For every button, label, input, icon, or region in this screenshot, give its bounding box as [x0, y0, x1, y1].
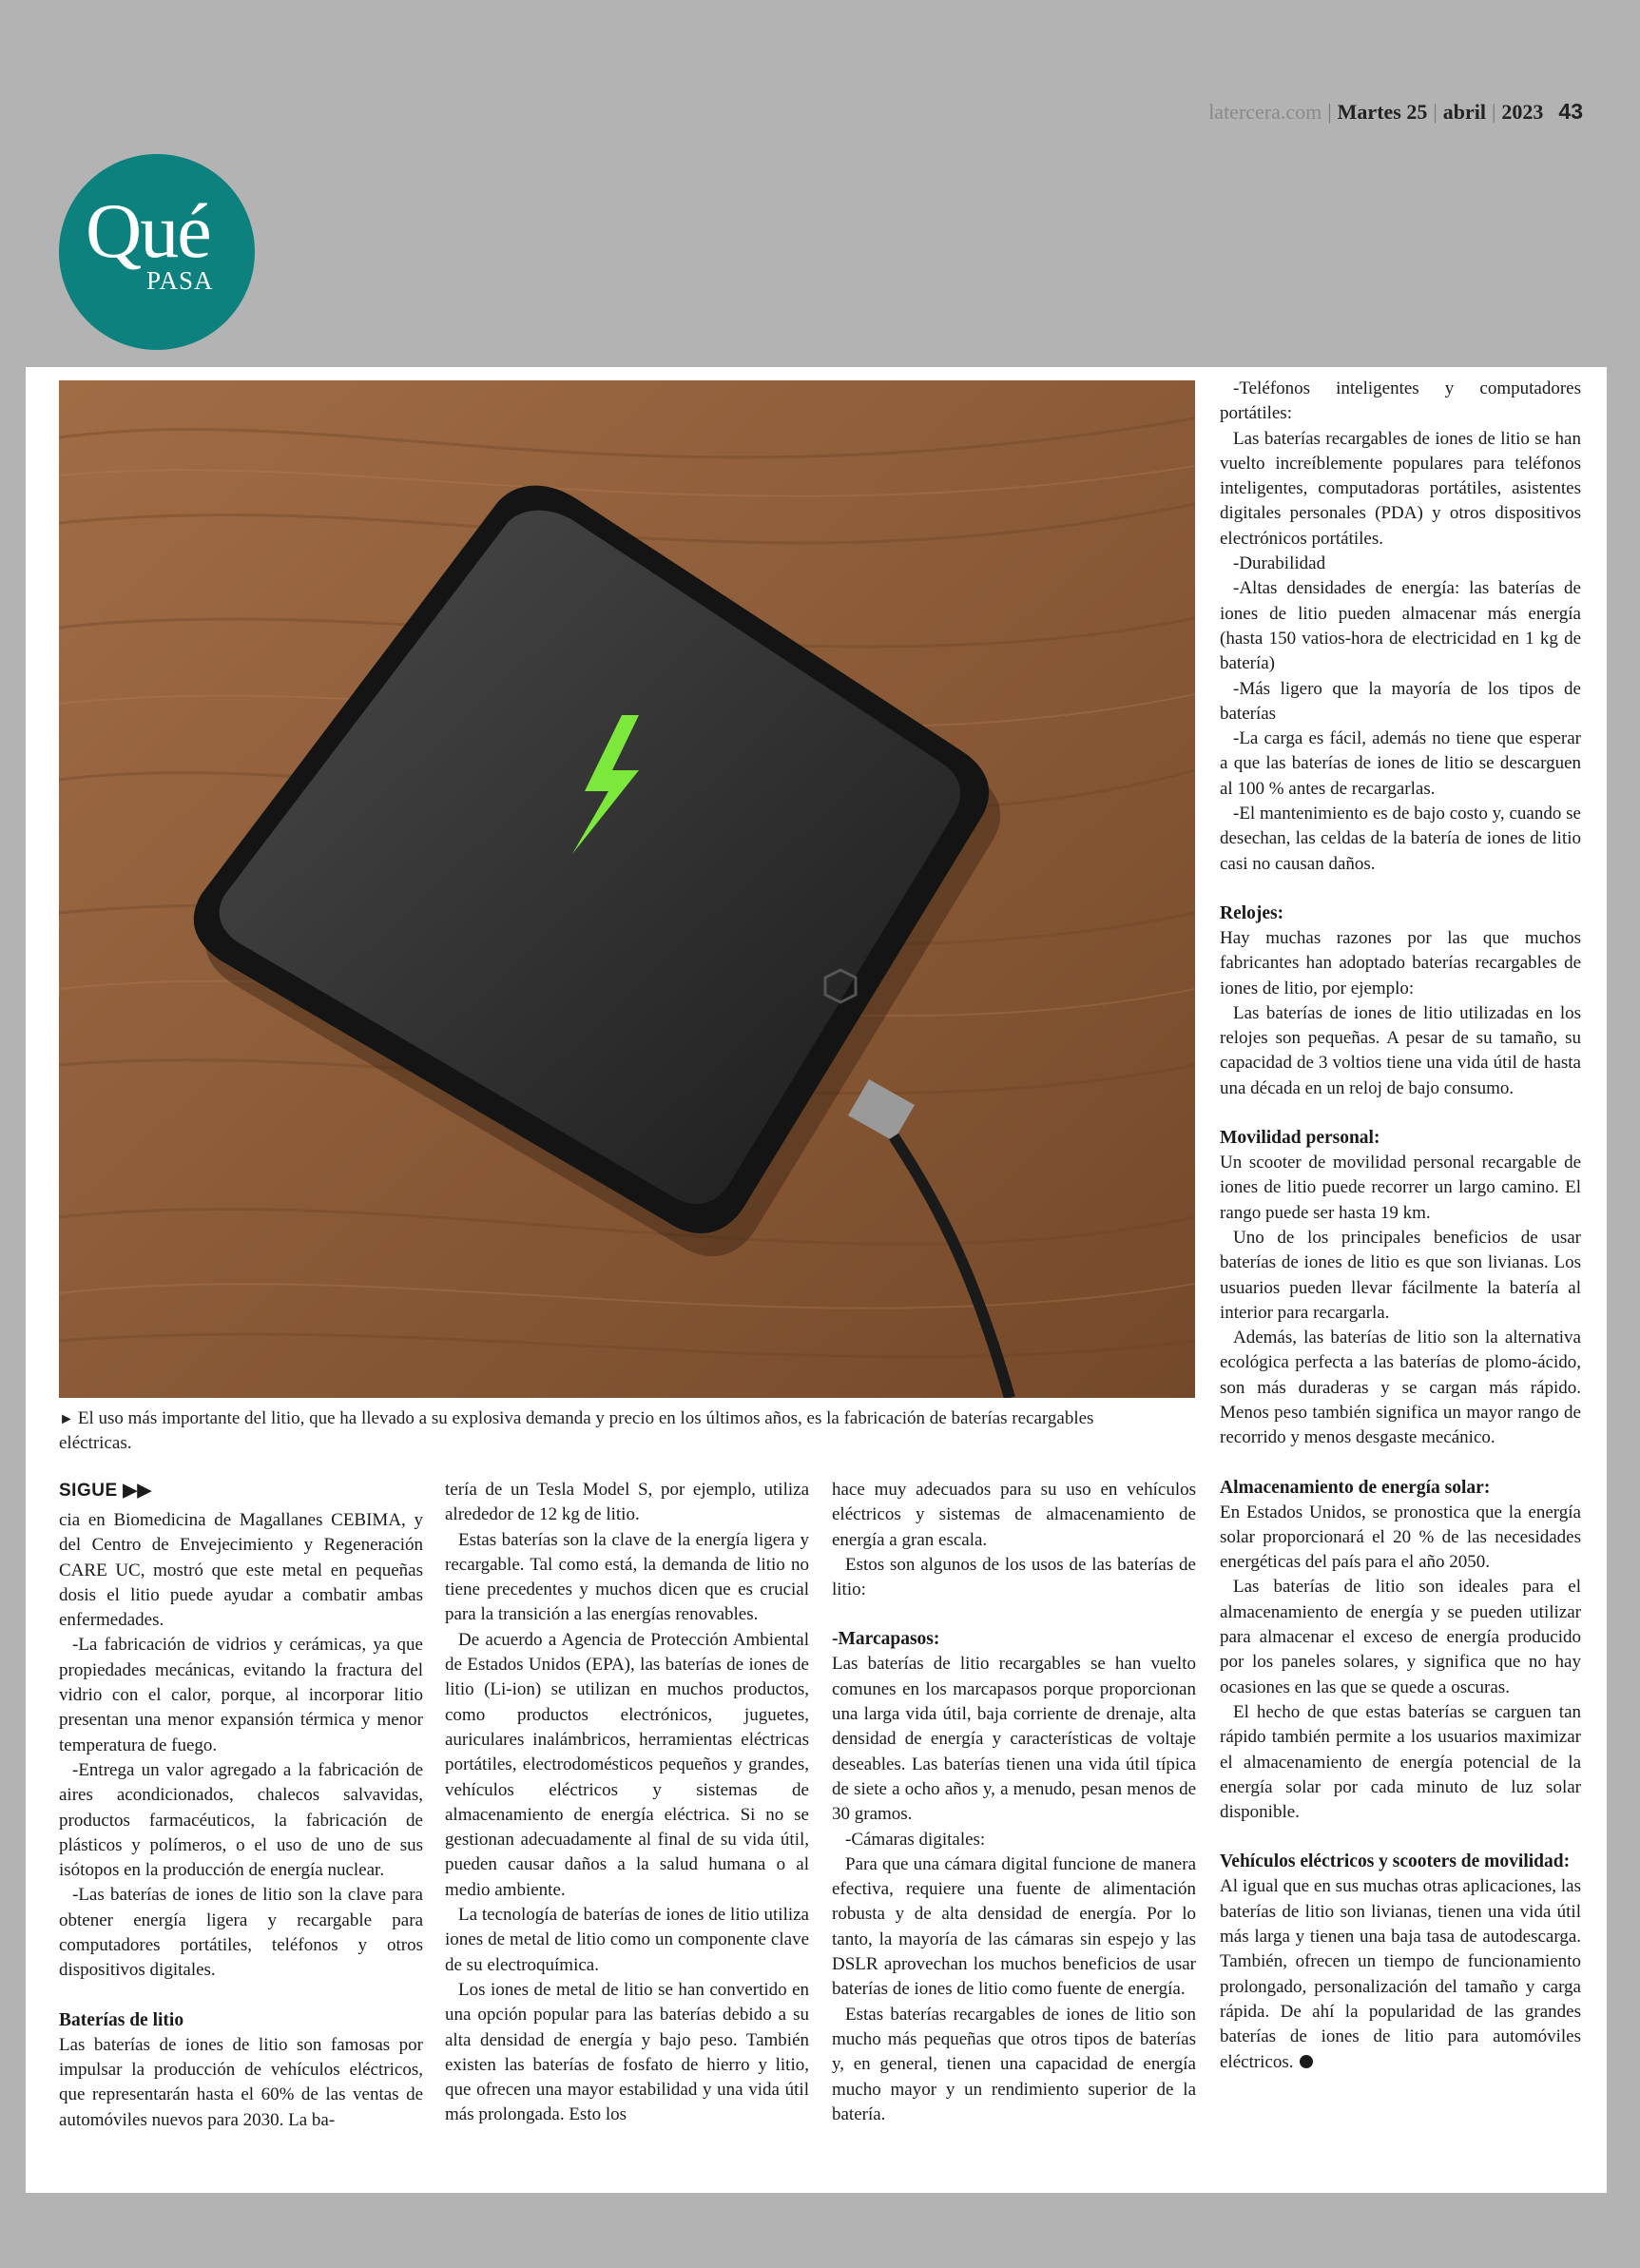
paragraph: Para que una cámara digital funcione de manera efectiva, requiere una fuente de alimentación robusta y de alta densidad de energía. Por lo tanto, la mayoría de las cámaras sin espejo y las DSLR aprovechan los muchos beneficios de usar baterías de iones de litio como fuente de energía.	[832, 1853, 1196, 2000]
subheading: Almacenamiento de energía solar:	[1220, 1477, 1491, 1498]
article-photo	[59, 380, 1195, 1398]
subheading: -Marcapasos:	[832, 1629, 940, 1650]
paragraph: Estos son algunos de los usos de las baterías de litio:	[832, 1554, 1196, 1600]
section-logo	[59, 154, 255, 350]
paragraph: Además, las baterías de litio son la alternativa ecológica perfecta a las baterías de plomo-ácido, son más duraderas y se cargan más rápido. Menos peso también significa un mayor rango de recorrido y menos desgaste mecánico.	[1220, 1328, 1581, 1448]
subheading: Movilidad personal:	[1220, 1128, 1380, 1149]
paragraph: -Altas densidades de energía: las baterías de iones de litio pueden almacenar más energía (hasta 150 vatios-hora de electricidad en 1 kg de batería)	[1220, 578, 1581, 674]
header-month: abril	[1442, 100, 1486, 124]
article-column-4	[1220, 377, 1581, 2075]
subheading: Relojes:	[1220, 902, 1284, 923]
final-paragraph-text: Al igual que en sus muchas otras aplicaciones, las baterías de litio son livianas, tienen una vida útil más larga y tienen una baja tasa de autodescarga. También, ofrecen un tiempo de funcionamiento prolongado, personalización del tamaño y carga rápida. De ahí la popularidad de las grandes baterías de iones de litio para automóviles eléctricos.	[1220, 1876, 1581, 2072]
paragraph: -Durabilidad	[1233, 553, 1326, 574]
paragraph: De acuerdo a Agencia de Protección Ambiental de Estados Unidos (EPA), las baterías de iones de litio (Li-ion) se utilizan en muchos productos, como productos electrónicos, juguetes, auriculares inalámbricos, herramientas eléctricas portátiles, electrodomésticos pequeños y grandes, vehículos eléctricos y sistemas de almacenamiento de energía eléctrica. Si no se gestionan adecuadamente al final de su vida útil, pueden causar daños a la salud humana o al medio ambiente.	[445, 1629, 809, 1900]
paragraph	[1220, 1874, 1581, 2074]
paragraph: -Más ligero que la mayoría de los tipos de baterías	[1220, 678, 1581, 724]
continued-marker: SIGUE ▶▶	[59, 1481, 152, 1501]
caption-text: El uso más importante del litio, que ha llevado a su explosiva demanda y precio en los últimos años, es la fabricación de baterías recargables eléctricas.	[59, 1408, 1094, 1453]
separator: |	[1433, 100, 1437, 124]
paragraph: Un scooter de movilidad personal recargable de iones de litio puede recorrer un largo camino. El rango puede ser hasta 19 km.	[1220, 1153, 1581, 1223]
paragraph: hace muy adecuados para su uso en vehículos eléctricos y sistemas de almacenamiento de energía a gran escala.	[832, 1480, 1196, 1550]
paragraph: -Teléfonos inteligentes y computadores portátiles:	[1220, 378, 1581, 424]
paragraph: tería de un Tesla Model S, por ejemplo, utiliza alrededor de 12 kg de litio.	[445, 1480, 809, 1525]
paragraph: -Las baterías de iones de litio son la clave para obtener energía ligera y recargable para computadores portátiles, teléfonos y otros dispositivos digitales.	[59, 1885, 423, 1981]
paragraph: Hay muchas razones por las que muchos fabricantes han adoptado baterías recargables de iones de litio, por ejemplo:	[1220, 927, 1581, 998]
logo-word-que: Qué	[86, 187, 210, 274]
logo-word-pasa: PASA	[146, 266, 214, 295]
paragraph: Las baterías recargables de iones de litio se han vuelto increíblemente populares para teléfonos inteligentes, computadoras portátiles, asistentes digitales personales (PDA) y otros dispositivos electrónicos portátiles.	[1220, 428, 1581, 549]
paragraph: -Cámaras digitales:	[845, 1829, 986, 1850]
paragraph: Estas baterías son la clave de la energía ligera y recargable. Tal como está, la demanda de litio no tiene precedentes y muchos dicen que es crucial para la transición a las energías renovables.	[445, 1529, 809, 1625]
article-column-1	[59, 1508, 423, 2133]
paragraph: Estas baterías recargables de iones de litio son mucho más pequeñas que otros tipos de baterías y, en general, tienen una capacidad de energía mucho mayor y un rendimiento superior de la batería.	[832, 2004, 1196, 2124]
paragraph: Las baterías de iones de litio son famosas por impulsar la producción de vehículos eléctricos, que representarán hasta el 60% de las ventas de automóviles nuevos para 2030. La ba-	[59, 2034, 423, 2130]
paragraph: La tecnología de baterías de iones de litio utiliza iones de metal de litio como un componente clave de su electroquímica.	[445, 1905, 809, 1975]
paragraph: -El mantenimiento es de bajo costo y, cuando se desechan, las celdas de la batería de iones de litio casi no causan daños.	[1220, 804, 1581, 874]
paragraph: Las baterías de litio son ideales para el almacenamiento de energía y se pueden utilizar para almacenar el exceso de energía producido por los paneles solares, y significa que no hay ocasiones en las que se quede a oscuras.	[1220, 1577, 1581, 1697]
paragraph: El hecho de que estas baterías se carguen tan rápido también permite a los usuarios maximizar el almacenamiento de energía potencial de la energía solar por cada minuto de luz solar disponible.	[1220, 1701, 1581, 1823]
separator: |	[1327, 100, 1332, 124]
article-column-2	[445, 1478, 809, 2128]
header-year: 2023	[1501, 100, 1544, 124]
paragraph: Uno de los principales beneficios de usar baterías de iones de litio es que son livianas. Los usuarios pueden llevar fácilmente la batería al interior para recargarla.	[1220, 1227, 1581, 1323]
article-column-3	[832, 1478, 1196, 2127]
article-end-icon	[1300, 2055, 1313, 2068]
subheading: Vehículos eléctricos y scooters de movilidad:	[1220, 1851, 1571, 1872]
paragraph: -La carga es fácil, además no tiene que esperar a que las baterías de iones de litio se descarguen al 100 % antes de recargarlas.	[1220, 728, 1581, 799]
paragraph: Las baterías de litio recargables se han vuelto comunes en los marcapasos porque proporcionan una larga vida útil, baja corriente de drenaje, alta densidad de energía y características de voltaje deseables. Las baterías tienen una vida útil típica de siete a ocho años y, a menudo, pesan menos de 30 gramos.	[832, 1654, 1196, 1825]
paragraph: -Entrega un valor agregado a la fabricación de aires acondicionados, chalecos salvavidas, productos farmacéuticos, la fabricación de plásticos y polímeros, o el uso de uno de sus isótopos en la producción de energía nuclear.	[59, 1759, 423, 1881]
page-number: 43	[1558, 99, 1583, 124]
paragraph: En Estados Unidos, se pronostica que la energía solar proporcionará el 20 % de las necesidades energéticas del país para el año 2050.	[1220, 1502, 1581, 1573]
smartphone-charging-icon	[59, 380, 1195, 1398]
paragraph: Los iones de metal de litio se han convertido en una opción popular para las baterías debido a su alta densidad de energía y bajo peso. También existen las baterías de fosfato de hierro y litio, que ofrecen una mayor estabilidad y una vida útil más prolongada. Esto los	[445, 1979, 809, 2125]
site-name: latercera.com	[1208, 100, 1322, 124]
paragraph: cia en Biomedicina de Magallanes CEBIMA, y del Centro de Envejecimiento y Regeneración CARE UC, mostró que este metal en pequeñas dosis el litio puede ayudar a combatir ambas enfermedades.	[59, 1510, 423, 1631]
paragraph: Las baterías de iones de litio utilizadas en los relojes son pequeñas. A pesar de su tamaño, su capacidad de 3 voltios tiene una vida útil de hasta una década en un reloj de bajo consumo.	[1220, 1002, 1581, 1098]
photo-caption	[59, 1406, 1143, 1455]
paragraph: -La fabricación de vidrios y cerámicas, ya que propiedades mecánicas, evitando la fractura del vidrio con el calor, porque, al incorporar litio presentan una menor expansión térmica y menor temperatura de fuego.	[59, 1635, 423, 1755]
page-header	[1208, 99, 1583, 125]
separator: |	[1492, 100, 1496, 124]
header-weekday: Martes 25	[1337, 100, 1428, 124]
caption-marker-icon: ►	[59, 1411, 74, 1427]
subheading: Baterías de litio	[59, 2009, 184, 2030]
